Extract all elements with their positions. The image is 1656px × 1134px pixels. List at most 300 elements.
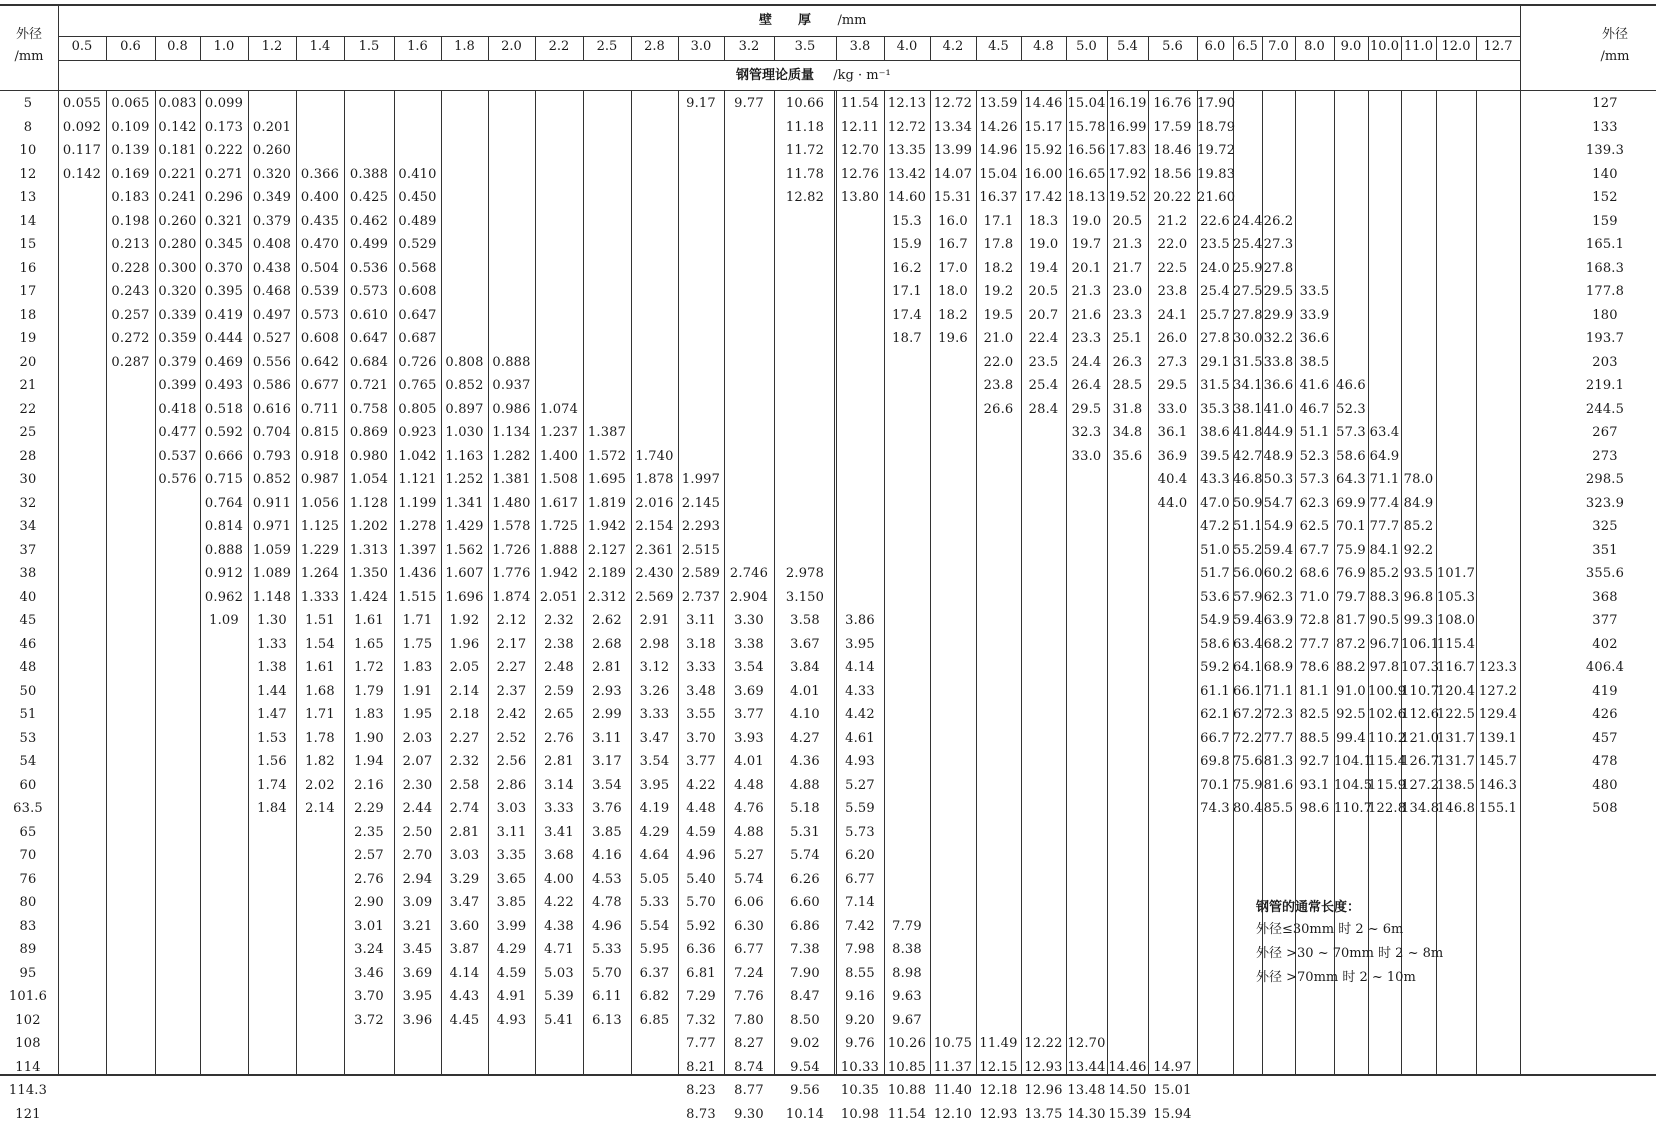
length-note-line: 外径 >70mm 时 2 ~ 10m (1256, 970, 1416, 985)
mass-value: 17.1 (892, 284, 922, 299)
mass-value: 9.02 (790, 1036, 820, 1051)
outer-diameter: 508 (1592, 801, 1618, 816)
mass-value: 18.79 (1197, 119, 1236, 135)
mass-value: 7.80 (734, 1012, 764, 1028)
mass-value: 1.429 (445, 519, 484, 534)
thickness-header: 9.0 (1340, 39, 1362, 54)
mass-value: 11.78 (785, 166, 825, 182)
mass-value: 7.77 (686, 1036, 716, 1051)
mass-value: 26.0 (1157, 331, 1188, 346)
mass-value: 1.38 (257, 660, 287, 675)
mass-value: 4.36 (790, 754, 820, 769)
mass-value: 38.6 (1200, 425, 1230, 440)
mass-value: 22.5 (1157, 260, 1188, 276)
mass-value: 1.61 (354, 613, 384, 628)
outer-diameter: 13 (19, 190, 37, 205)
outer-diameter: 402 (1592, 636, 1618, 652)
mass-value: 11.49 (979, 1036, 1018, 1051)
mass-value: 30.0 (1233, 331, 1263, 346)
mass-value: 3.30 (734, 613, 764, 628)
outer-diameter: 406.4 (1585, 660, 1625, 675)
mass-value: 19.0 (1028, 237, 1059, 252)
mass-value: 64.3 (1336, 472, 1366, 487)
mass-value: 16.65 (1067, 166, 1106, 182)
mass-value: 0.852 (252, 472, 292, 487)
mass-value: 84.9 (1403, 495, 1434, 511)
mass-value: 0.647 (398, 307, 437, 323)
mass-value: 5.92 (686, 918, 716, 934)
mass-value: 4.01 (734, 754, 764, 769)
mass-value: 0.462 (349, 213, 389, 229)
outer-diameter: 351 (1592, 542, 1618, 558)
mass-value: 9.30 (734, 1106, 764, 1122)
mass-value: 18.2 (938, 307, 968, 323)
mass-value: 6.77 (734, 942, 764, 957)
mass-value: 2.62 (592, 613, 622, 628)
mass-value: 1.942 (539, 566, 579, 581)
mass-value: 16.0 (938, 213, 968, 229)
mass-value: 1.09 (209, 613, 239, 628)
mass-value: 44.0 (1157, 495, 1188, 511)
mass-value: 4.93 (845, 754, 875, 769)
mass-value: 15.17 (1024, 119, 1063, 135)
mass-value: 3.48 (686, 683, 716, 699)
mass-value: 0.257 (111, 307, 150, 323)
mass-value: 50.3 (1263, 472, 1294, 487)
mass-value: 96.8 (1403, 589, 1434, 605)
outer-diameter: 50 (19, 683, 37, 699)
mass-value: 0.055 (62, 96, 102, 111)
mass-value: 3.24 (354, 942, 384, 957)
mass-value: 0.260 (158, 213, 197, 229)
outer-diameter: 63.5 (13, 801, 43, 816)
mass-value: 29.9 (1263, 307, 1294, 323)
mass-value: 2.737 (681, 589, 721, 605)
mass-value: 5.73 (845, 824, 875, 840)
mass-value: 0.573 (300, 307, 340, 323)
mass-value: 16.99 (1108, 119, 1147, 135)
mass-value: 2.44 (402, 801, 433, 816)
mass-value: 1.054 (349, 472, 389, 487)
mass-value: 5.74 (734, 871, 764, 887)
mass-value: 2.37 (496, 683, 527, 699)
mass-value: 78.6 (1299, 660, 1330, 675)
mass-value: 1.95 (402, 707, 433, 722)
mass-value: 1.56 (257, 754, 287, 769)
mass-value: 3.84 (790, 660, 820, 675)
mass-value: 21.60 (1197, 190, 1236, 205)
mass-value: 1.042 (398, 448, 437, 464)
mass-value: 101.7 (1436, 566, 1476, 581)
mass-value: 6.30 (734, 918, 764, 934)
mass-value: 41.6 (1299, 378, 1330, 393)
mass-value: 1.199 (398, 495, 437, 511)
mass-value: 4.42 (845, 707, 875, 722)
mass-value: 7.79 (892, 918, 922, 934)
outer-diameter: 45 (19, 613, 37, 628)
mass-value: 13.80 (840, 190, 880, 205)
mass-value: 9.16 (845, 989, 875, 1004)
outer-diameter: 46 (19, 636, 37, 652)
mass-value: 2.05 (449, 660, 480, 675)
mass-value: 26.2 (1263, 213, 1294, 229)
mass-value: 1.725 (539, 519, 579, 534)
outer-diameter: 40 (19, 589, 37, 605)
mass-value: 0.971 (252, 519, 292, 534)
mass-value: 2.569 (635, 589, 674, 605)
mass-value: 98.6 (1299, 801, 1330, 816)
mass-value: 108.0 (1436, 613, 1476, 628)
mass-value: 18.13 (1067, 190, 1106, 205)
mass-value: 32.2 (1263, 331, 1294, 346)
mass-value: 2.30 (402, 777, 433, 793)
mass-value: 13.75 (1024, 1106, 1063, 1122)
mass-value: 2.14 (305, 801, 335, 816)
mass-value: 3.76 (592, 801, 622, 816)
mass-value: 57.3 (1336, 425, 1366, 440)
mass-value: 5.27 (845, 777, 875, 793)
mass-value: 0.435 (300, 213, 340, 229)
outer-diameter: 108 (15, 1036, 41, 1051)
mass-value: 0.684 (349, 354, 389, 370)
mass-value: 0.142 (62, 166, 102, 182)
mass-value: 1.059 (252, 542, 292, 558)
outer-diameter: 180 (1592, 307, 1618, 323)
mass-value: 66.1 (1233, 683, 1263, 699)
mass-value: 105.3 (1436, 589, 1476, 605)
mass-value: 16.37 (979, 190, 1018, 205)
mass-value: 17.8 (983, 237, 1014, 252)
mass-value: 5.54 (639, 918, 670, 934)
mass-value: 75.9 (1336, 542, 1366, 558)
mass-value: 19.2 (983, 284, 1014, 299)
mass-value: 1.83 (402, 660, 433, 675)
mass-value: 10.35 (840, 1083, 880, 1098)
mass-value: 36.1 (1157, 425, 1188, 440)
mass-value: 3.72 (354, 1012, 384, 1028)
mass-value: 6.36 (686, 942, 716, 957)
mass-value: 21.3 (1071, 284, 1102, 299)
mass-value: 3.93 (734, 730, 764, 746)
mass-value: 5.40 (686, 871, 716, 887)
mass-value: 2.16 (354, 777, 384, 793)
mass-value: 1.874 (492, 589, 531, 605)
mass-value: 18.7 (892, 331, 922, 346)
mass-value: 18.46 (1153, 143, 1192, 158)
mass-value: 1.74 (257, 777, 287, 793)
outer-diameter: 168.3 (1585, 260, 1625, 276)
mass-value: 3.85 (496, 895, 527, 910)
mass-value: 3.38 (734, 636, 764, 652)
mass-value: 23.3 (1071, 331, 1102, 346)
mass-value: 0.243 (111, 284, 150, 299)
mass-value: 10.98 (840, 1106, 880, 1122)
mass-value: 3.65 (496, 871, 527, 887)
mass-value: 14.46 (1108, 1059, 1147, 1075)
mass-value: 58.6 (1200, 636, 1230, 652)
mass-value: 17.90 (1197, 96, 1236, 111)
mass-value: 1.350 (349, 566, 389, 581)
mass-value: 1.056 (300, 495, 340, 511)
mass-value: 2.76 (544, 730, 574, 746)
mass-value: 3.47 (449, 895, 480, 910)
mass-label: 钢管理论质量 (735, 68, 814, 83)
thickness-header: 11.0 (1404, 39, 1433, 54)
thickness-header: 3.0 (690, 39, 712, 54)
mass-value: 7.24 (734, 965, 764, 981)
mass-value: 29.5 (1071, 401, 1102, 417)
mass-value: 0.099 (204, 96, 244, 111)
mass-value: 1.83 (354, 707, 384, 722)
mass-value: 126.7 (1401, 754, 1440, 769)
mass-value: 6.82 (639, 989, 670, 1004)
mass-value: 0.470 (300, 237, 340, 252)
mass-value: 14.46 (1024, 96, 1063, 111)
mass-value: 38.1 (1233, 401, 1263, 417)
outer-diameter: 5 (23, 96, 33, 111)
mass-value: 3.03 (449, 848, 480, 863)
mass-value: 8.98 (892, 965, 922, 981)
mass-value: 2.81 (449, 824, 480, 840)
mass-value: 17.92 (1108, 166, 1147, 182)
mass-value: 25.4 (1233, 237, 1263, 252)
mass-value: 54.7 (1263, 495, 1294, 511)
mass-value: 28.4 (1028, 401, 1059, 417)
mass-value: 20.7 (1028, 307, 1059, 323)
mass-value: 1.381 (492, 472, 531, 487)
mass-value: 1.148 (252, 589, 292, 605)
mass-value: 2.93 (592, 683, 622, 699)
thickness-header: 5.4 (1117, 39, 1138, 54)
mass-value: 23.5 (1200, 237, 1230, 252)
mass-value: 10.26 (887, 1036, 927, 1051)
mass-value: 0.758 (349, 401, 389, 417)
thickness-header: 1.0 (213, 39, 235, 54)
mass-value: 2.978 (785, 566, 825, 581)
mass-value: 8.38 (892, 942, 922, 957)
mass-value: 146.8 (1436, 801, 1476, 816)
mass-value: 9.56 (790, 1083, 820, 1098)
mass-value: 84.1 (1369, 542, 1400, 558)
mass-value: 0.117 (62, 143, 102, 158)
mass-value: 1.51 (305, 613, 335, 628)
mass-value: 2.38 (544, 636, 574, 652)
mass-value: 15.39 (1108, 1106, 1147, 1122)
mass-value: 0.573 (349, 284, 389, 299)
mass-value: 10.88 (887, 1083, 927, 1098)
mass-value: 20.1 (1071, 260, 1102, 276)
mass-value: 1.400 (539, 448, 579, 464)
mass-value: 10.85 (887, 1059, 927, 1075)
mass-value: 115.9 (1368, 777, 1407, 793)
mass-value: 19.52 (1108, 190, 1147, 205)
mass-value: 1.578 (492, 519, 531, 534)
mass-value: 115.4 (1368, 754, 1407, 769)
mass-value: 5.03 (544, 965, 574, 981)
mass-value: 85.2 (1403, 519, 1434, 534)
mass-value: 0.918 (300, 448, 340, 464)
mass-value: 7.76 (734, 989, 764, 1004)
mass-value: 70.1 (1336, 519, 1366, 534)
mass-value: 0.287 (111, 354, 150, 370)
mass-value: 67.7 (1299, 542, 1330, 558)
mass-value: 7.42 (845, 918, 875, 934)
mass-value: 5.70 (686, 895, 716, 910)
mass-value: 2.50 (402, 824, 433, 840)
mass-value: 19.4 (1028, 260, 1059, 276)
thickness-header: 4.8 (1033, 39, 1054, 54)
mass-value: 43.3 (1200, 472, 1230, 487)
mass-value: 20.5 (1028, 284, 1059, 299)
mass-value: 6.85 (639, 1012, 670, 1028)
outer-diameter: 16 (19, 260, 37, 276)
outer-diameter: 139.3 (1585, 143, 1625, 158)
thickness-header: 12.0 (1441, 39, 1471, 54)
mass-value: 15.94 (1153, 1106, 1192, 1122)
outer-diameter: 298.5 (1585, 472, 1625, 487)
mass-value: 40.4 (1157, 472, 1188, 487)
wall-thickness-label: 壁 厚 (758, 13, 811, 28)
mass-value: 0.765 (398, 378, 437, 393)
mass-value: 2.293 (681, 519, 721, 534)
mass-value: 131.7 (1436, 754, 1476, 769)
outer-diameter: 20 (19, 354, 37, 370)
mass-value: 41.0 (1263, 401, 1294, 417)
mass-value: 0.201 (252, 119, 292, 135)
mass-value: 47.2 (1200, 519, 1230, 534)
mass-value: 3.33 (639, 707, 670, 722)
mass-value: 97.8 (1369, 660, 1400, 675)
mass-value: 67.2 (1233, 707, 1263, 722)
mass-value: 12.96 (1024, 1083, 1063, 1098)
mass-value: 4.45 (449, 1012, 480, 1028)
mass-value: 27.5 (1233, 284, 1263, 299)
thickness-header: 5.0 (1076, 39, 1097, 54)
mass-value: 4.88 (790, 777, 820, 793)
outer-diameter: 101.6 (8, 989, 48, 1004)
mass-value: 0.379 (252, 213, 292, 229)
mass-value: 5.59 (845, 801, 875, 816)
mass-value: 0.469 (204, 354, 244, 370)
mass-value: 0.912 (204, 566, 244, 581)
mass-value: 9.76 (845, 1036, 875, 1051)
mass-value: 3.17 (592, 754, 622, 769)
mass-value: 0.181 (158, 143, 197, 158)
mass-value: 51.7 (1200, 566, 1230, 581)
mass-value: 1.776 (492, 566, 531, 581)
mass-value: 5.39 (544, 989, 574, 1004)
mass-value: 1.617 (539, 495, 579, 511)
mass-value: 2.35 (354, 824, 384, 840)
mass-value: 0.410 (398, 166, 437, 182)
mass-value: 14.26 (979, 119, 1018, 135)
mass-value: 16.56 (1067, 143, 1106, 158)
mass-value: 1.79 (354, 683, 384, 699)
mass-value: 3.54 (734, 660, 764, 675)
mass-value: 0.536 (349, 260, 389, 276)
mass-value: 12.70 (840, 143, 880, 158)
mass-value: 5.31 (790, 824, 820, 840)
mass-value: 115.4 (1436, 636, 1476, 652)
outer-diameter: 10 (19, 143, 37, 158)
mass-value: 3.99 (496, 918, 527, 934)
mass-value: 19.7 (1071, 237, 1102, 252)
mass-value: 15.3 (892, 213, 922, 229)
mass-value: 5.41 (544, 1012, 574, 1028)
mass-value: 0.468 (252, 284, 292, 299)
mass-value: 31.8 (1112, 401, 1143, 417)
mass-value: 12.18 (979, 1083, 1018, 1098)
mass-value: 26.3 (1112, 354, 1143, 370)
mass-value: 3.70 (686, 730, 716, 746)
mass-value: 4.91 (496, 989, 527, 1004)
mass-value: 0.568 (398, 260, 437, 276)
mass-value: 59.2 (1200, 660, 1230, 675)
mass-value: 0.280 (158, 237, 197, 252)
mass-value: 4.96 (686, 848, 716, 863)
mass-value: 1.264 (300, 566, 340, 581)
mass-value: 2.29 (354, 801, 384, 816)
mass-value: 25.4 (1200, 284, 1230, 299)
mass-value: 21.3 (1112, 237, 1143, 252)
mass-value: 0.980 (349, 448, 389, 464)
mass-value: 88.3 (1369, 589, 1400, 605)
mass-value: 34.8 (1112, 425, 1143, 440)
outer-diameter: 323.9 (1585, 495, 1625, 511)
mass-value: 3.77 (734, 707, 764, 722)
mass-value: 2.589 (681, 566, 721, 581)
mass-value: 0.610 (349, 307, 389, 323)
mass-value: 4.53 (592, 871, 622, 887)
mass-unit: /kg · m⁻¹ (833, 68, 891, 83)
mass-value: 0.366 (300, 166, 340, 182)
mass-value: 3.46 (354, 965, 384, 981)
mass-value: 77.7 (1299, 636, 1330, 652)
mass-value: 116.7 (1436, 660, 1476, 675)
mass-value: 3.70 (354, 989, 384, 1004)
rule-line (1520, 4, 1521, 1074)
mass-value: 0.497 (252, 307, 292, 323)
mass-value: 0.888 (492, 354, 531, 370)
mass-value: 131.7 (1436, 730, 1476, 746)
thickness-header: 6.5 (1237, 39, 1258, 54)
mass-value: 4.29 (639, 824, 670, 840)
mass-value: 11.40 (933, 1083, 973, 1098)
mass-value: 3.45 (402, 942, 433, 957)
mass-value: 2.32 (544, 613, 574, 628)
mass-value: 1.84 (257, 801, 287, 816)
mass-value: 0.321 (204, 213, 244, 229)
mass-value: 145.7 (1478, 754, 1518, 769)
outer-diameter: 478 (1592, 754, 1618, 769)
mass-value: 8.47 (790, 989, 820, 1004)
mass-value: 58.6 (1336, 448, 1366, 464)
mass-value: 7.32 (686, 1012, 716, 1028)
mass-value: 107.3 (1401, 660, 1440, 675)
mass-value: 68.6 (1299, 566, 1330, 581)
mass-value: 4.64 (639, 848, 670, 863)
outer-diameter: 114 (15, 1059, 41, 1075)
mass-value: 0.793 (252, 448, 292, 464)
thickness-header: 7.0 (1268, 39, 1289, 54)
outer-diameter: 17 (19, 284, 37, 299)
mass-value: 88.2 (1336, 660, 1366, 675)
mass-value: 59.4 (1263, 542, 1294, 558)
mass-value: 0.359 (158, 331, 197, 346)
mass-value: 17.0 (938, 260, 968, 276)
outer-diameter: 127 (1592, 96, 1618, 111)
mass-value: 129.4 (1478, 707, 1518, 722)
